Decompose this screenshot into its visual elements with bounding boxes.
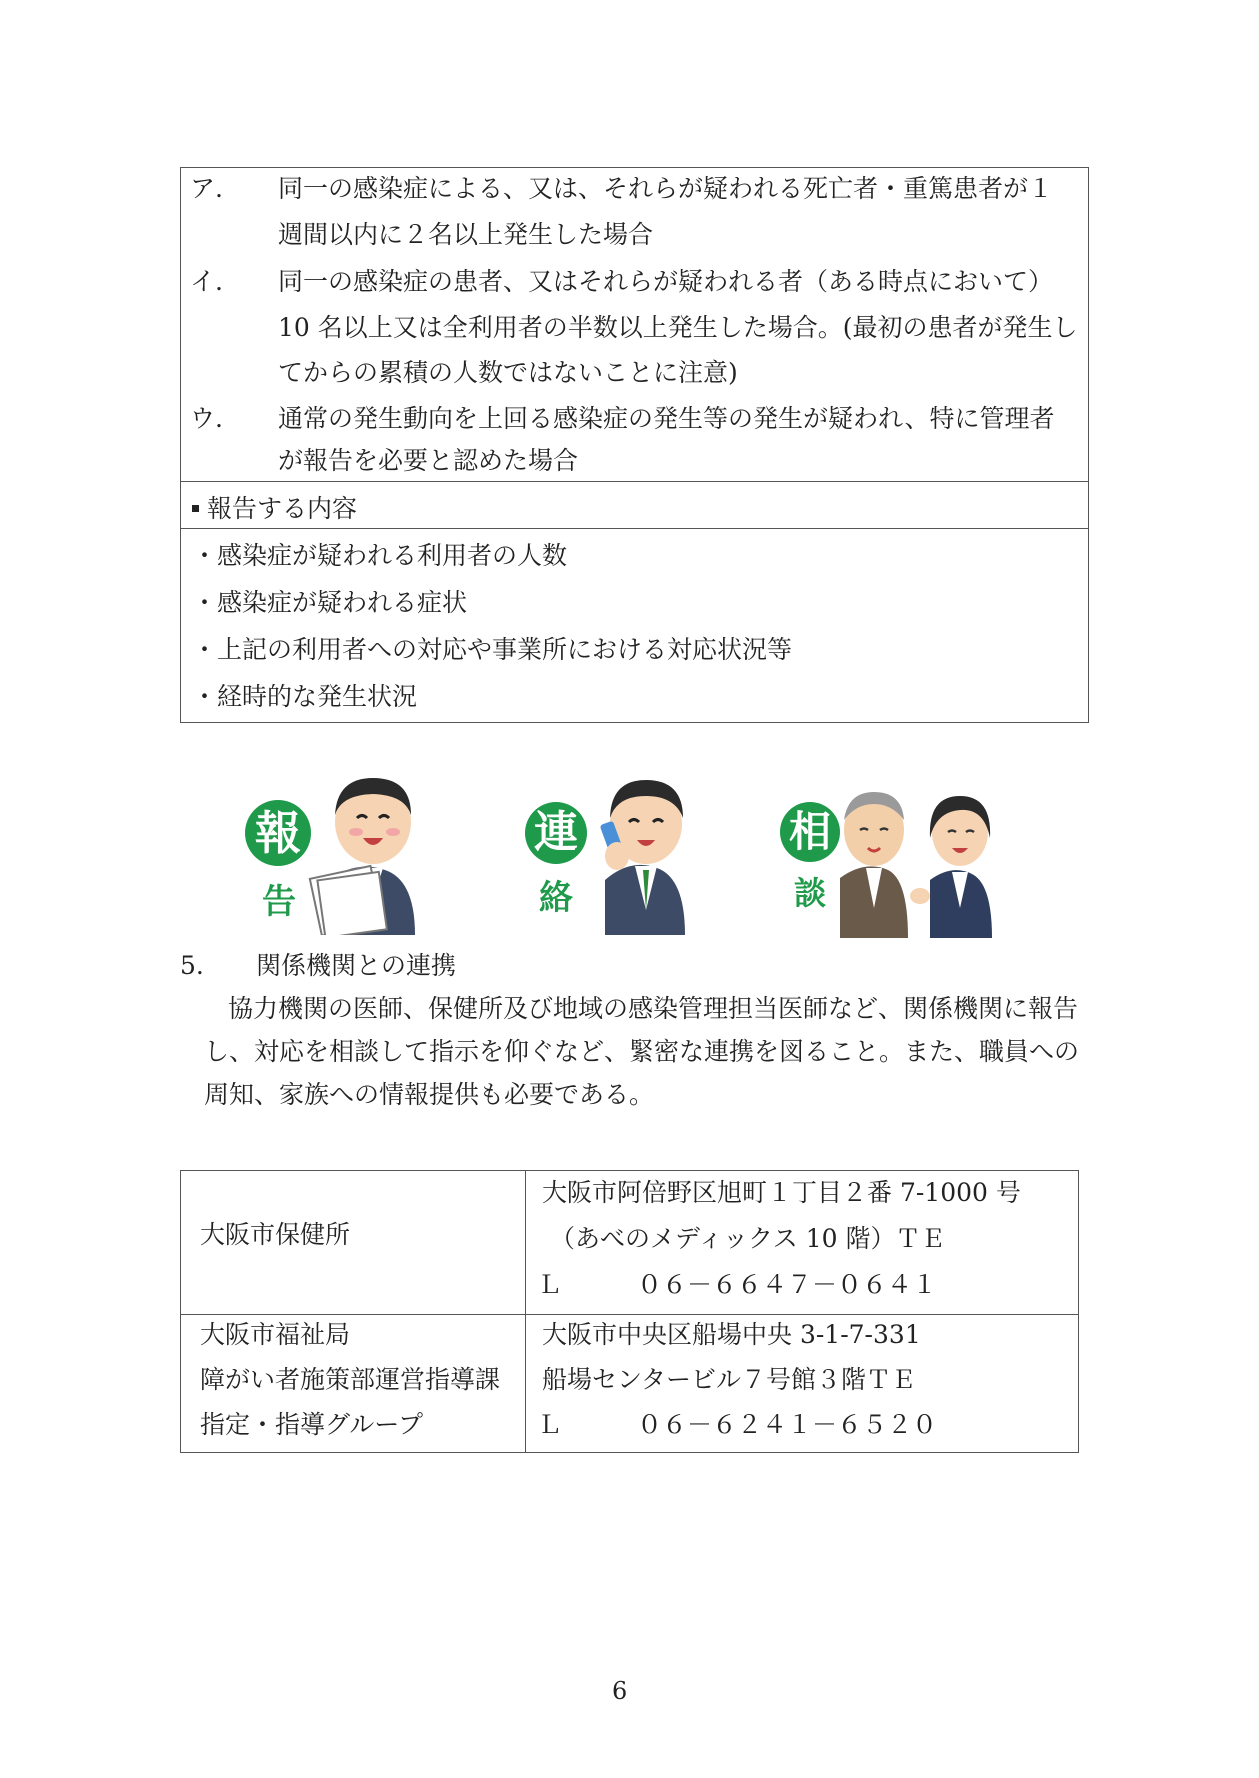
condition-line: 同一の感染症による、又は、それらが疑われる死亡者・重篤患者が１ — [278, 174, 1054, 203]
divider — [181, 481, 1088, 482]
report-item: ・上記の利用者への対応や事業所における対応状況等 — [192, 635, 793, 664]
divider — [525, 1171, 526, 1452]
contact-address-line: 船場センタービル７号館３階ＴＥ — [542, 1365, 917, 1394]
section-body-line: 周知、家族への情報提供も必要である。 — [204, 1080, 655, 1109]
report-item: ・感染症が疑われる症状 — [192, 588, 468, 617]
condition-line: 同一の感染症の患者、又はそれらが疑われる者（ある時点において） — [278, 267, 1054, 296]
square-bullet-icon — [192, 505, 199, 512]
condition-line: が報告を必要と認めた場合 — [278, 446, 579, 475]
badge-sub-kanji: 絡 — [539, 878, 573, 918]
badge-main-kanji: 相 — [780, 802, 840, 862]
report-illustration — [245, 760, 420, 935]
contact-address-line: 大阪市阿倍野区旭町１丁目２番 7-1000 号 — [542, 1178, 1021, 1207]
divider — [181, 528, 1088, 529]
contact-phone-line: Ｌ ０６－６２４１－６５２０ — [537, 1410, 938, 1439]
page-number: 6 — [612, 1677, 628, 1705]
contact-address-line: （あべのメディックス 10 階）ＴＥ — [550, 1224, 946, 1253]
condition-line: 週間以内に２名以上発生した場合 — [278, 220, 654, 249]
badge-sub-kanji: 告 — [262, 882, 296, 922]
badge-main-kanji: 連 — [525, 802, 587, 864]
condition-line: 通常の発生動向を上回る感染症の発生等の発生が疑われ、特に管理者 — [278, 404, 1055, 433]
section-body-line: し、対応を相談して指示を仰ぐなど、緊密な連携を図ること。また、職員への — [204, 1037, 1080, 1066]
condition-line: てからの累積の人数ではないことに注意) — [278, 358, 738, 387]
section-title: 関係機関との連携 — [256, 951, 457, 980]
divider — [181, 1314, 1078, 1315]
contact-name: 障がい者施策部運営指導課 — [200, 1365, 501, 1394]
contact-address-line: 大阪市中央区船場中央 3-1-7-331 — [542, 1320, 921, 1349]
badge-sub-kanji: 談 — [794, 874, 827, 912]
contact-name: 指定・指導グループ — [200, 1410, 424, 1439]
section-body-line: 協力機関の医師、保健所及び地域の感染管理担当医師など、関係機関に報告 — [228, 994, 1079, 1023]
report-item: ・感染症が疑われる利用者の人数 — [192, 541, 568, 570]
contact-name: 大阪市保健所 — [200, 1220, 351, 1249]
consult-illustration — [780, 768, 1010, 938]
section-number: 5. — [180, 951, 204, 980]
condition-marker: ア. — [190, 174, 223, 203]
condition-marker: イ. — [190, 267, 223, 296]
contact-name: 大阪市福祉局 — [200, 1320, 351, 1349]
contact-phone-line: Ｌ ０６－６６４７－０６４１ — [537, 1270, 938, 1299]
contact-illustration — [525, 760, 700, 935]
condition-marker: ウ. — [190, 404, 223, 433]
report-heading-text: 報告する内容 — [207, 494, 358, 523]
report-item: ・経時的な発生状況 — [192, 682, 418, 711]
condition-line: 10 名以上又は全利用者の半数以上発生した場合。(最初の患者が発生し — [278, 313, 1078, 342]
badge-main-kanji: 報 — [245, 800, 311, 866]
report-heading — [192, 494, 357, 524]
